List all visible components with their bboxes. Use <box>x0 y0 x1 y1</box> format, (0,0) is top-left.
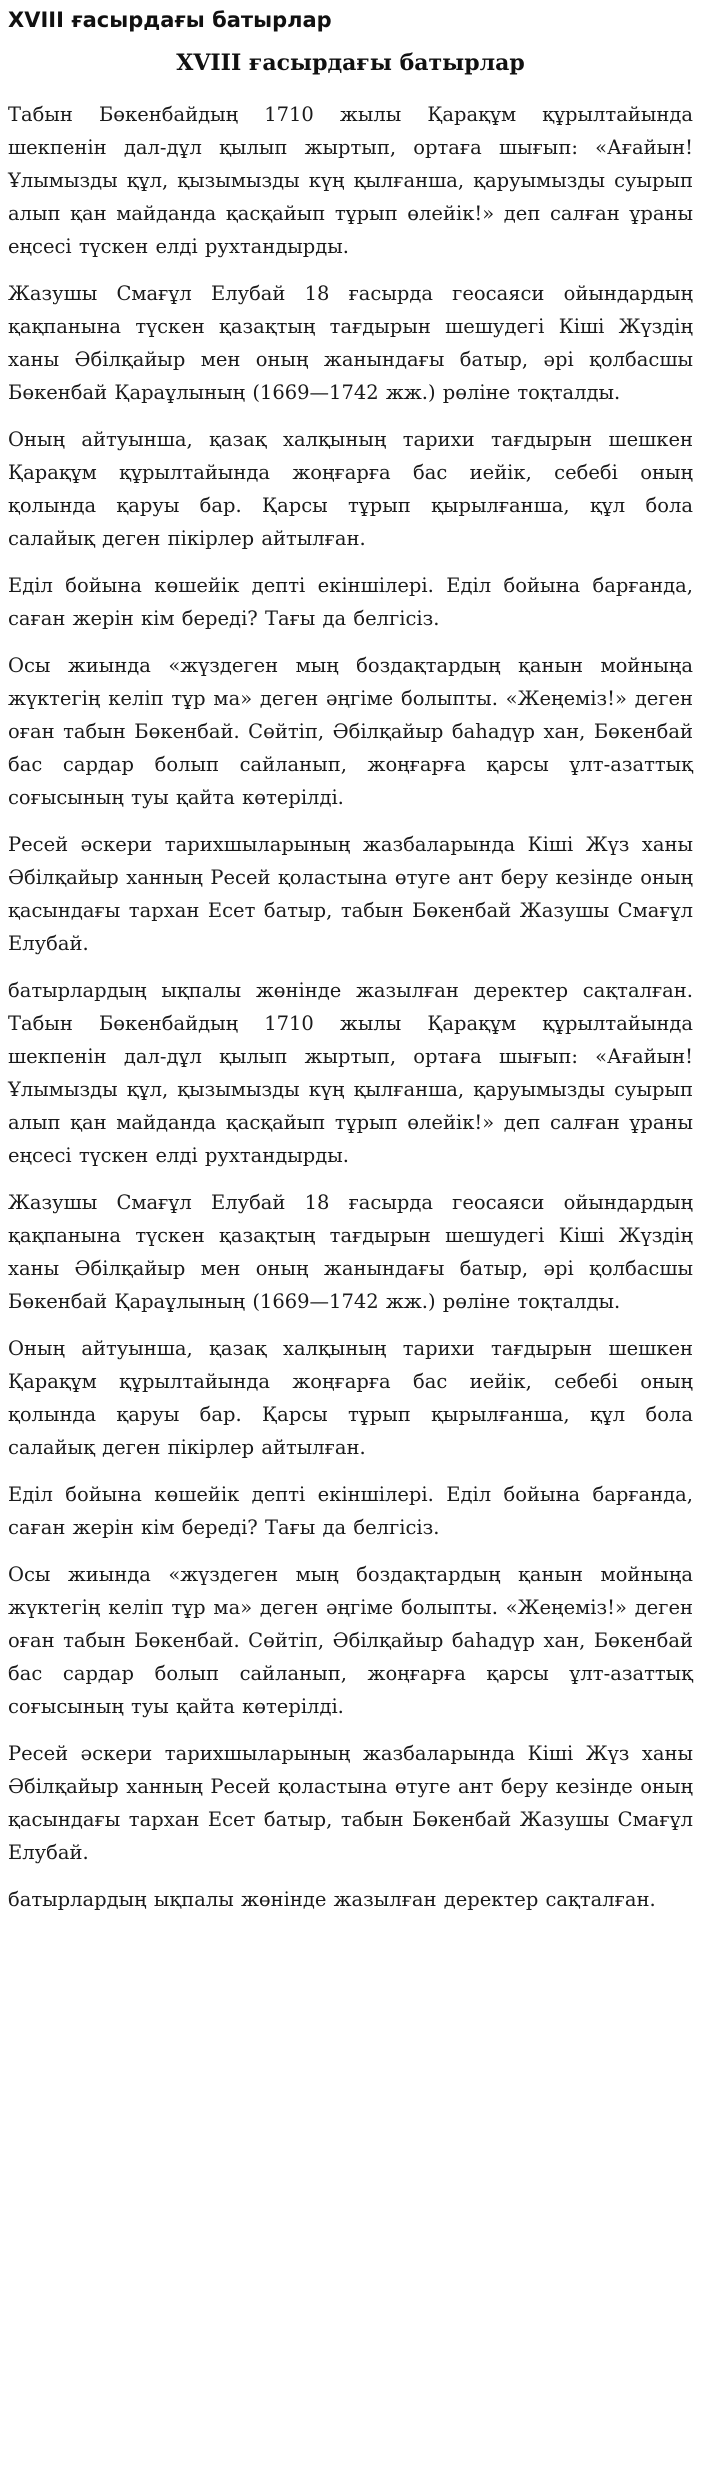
paragraph: Ресей әскери тарихшыларының жазбаларында Кіші Жүз ханы Әбілқайыр ханның Ресей қоластына өтуге ант беру кезінде оның қасындағы тархан Есет батыр, табын Бөкенбай Жазушы Смағұл Елубай. <box>8 1742 693 1864</box>
paragraph: Осы жиында «жүздеген мың боздақтардың қанын мойныңа жүктегің келіп тұр ма» деген әңгіме болыпты. «Жеңеміз!» деген оған табын Бөкенбай. Сөйтіп, Әбілқайыр баһадүр хан, Бөкенбай бас сардар болып сайланып, жоңғарға қарсы ұлт-азаттық соғысының туы қайта көтерілді. <box>8 654 693 809</box>
paragraph: Ресей әскери тарихшыларының жазбаларында Кіші Жүз ханы Әбілқайыр ханның Ресей қоластына өтуге ант беру кезінде оның қасындағы тархан Есет батыр, табын Бөкенбай Жазушы Смағұл Елубай. <box>8 833 693 955</box>
paragraph: батырлардың ықпалы жөнінде жазылған деректер сақталған. Табын Бөкенбайдың 1710 жылы Қарақұм құрылтайында шекпенін дал-дұл қылып жыртып, ортаға шығып: «Ағайын! Ұлымызды құл, қызымызды күң қылғанша, қаруымызды суырып алып қан майданда қасқайып тұрып өлейік!» деп салған ұраны еңсесі түскен елді рухтандырды. <box>8 979 693 1167</box>
paragraph: Жазушы Смағұл Елубай 18 ғасырда геосаяси ойындардың қақпанына түскен қазақтың тағдырын шешудегі Кіші Жүздің ханы Әбілқайыр мен оның жанындағы батыр, әрі қолбасшы Бөкенбай Қараұлының (1669—1742 жж.) рөліне тоқталды. <box>8 1191 693 1313</box>
document-label: XVIII ғасырдағы батырлар <box>8 8 332 32</box>
paragraph: Оның айтуынша, қазақ халқының тарихи тағдырын шешкен Қарақұм құрылтайында жоңғарға бас иейік, себебі оның қолында қаруы бар. Қарсы тұрып қырылғанша, құл бола салайық деген пікірлер айтылған. <box>8 428 693 550</box>
paragraph: Оның айтуынша, қазақ халқының тарихи тағдырын шешкен Қарақұм құрылтайында жоңғарға бас иейік, себебі оның қолында қаруы бар. Қарсы тұрып қырылғанша, құл бола салайық деген пікірлер айтылған. <box>8 1337 693 1459</box>
paragraph: Табын Бөкенбайдың 1710 жылы Қарақұм құрылтайында шекпенін дал-дұл қылып жыртып, ортаға шығып: «Ағайын! Ұлымызды құл, қызымызды күң қылғанша, қаруымызды суырып алып қан майданда қасқайып тұрып өлейік!» деп салған ұраны еңсесі түскен елді рухтандырды. <box>8 103 693 258</box>
paragraph: Еділ бойына көшейік депті екіншілері. Еділ бойына барғанда, саған жерін кім береді? Тағы да белгісіз. <box>8 1483 693 1539</box>
document-title: XVIII ғасырдағы батырлар <box>176 50 525 76</box>
document-page <box>0 6 701 1916</box>
paragraph: Жазушы Смағұл Елубай 18 ғасырда геосаяси ойындардың қақпанына түскен қазақтың тағдырын шешудегі Кіші Жүздің ханы Әбілқайыр мен оның жанындағы батыр, әрі қолбасшы Бөкенбай Қараұлының (1669—1742 жж.) рөліне тоқталды. <box>8 282 693 404</box>
paragraph: Осы жиында «жүздеген мың боздақтардың қанын мойныңа жүктегің келіп тұр ма» деген әңгіме болыпты. «Жеңеміз!» деген оған табын Бөкенбай. Сөйтіп, Әбілқайыр баһадүр хан, Бөкенбай бас сардар болып сайланып, жоңғарға қарсы ұлт-азаттық соғысының туы қайта көтерілді. <box>8 1563 693 1718</box>
paragraph: Еділ бойына көшейік депті екіншілері. Еділ бойына барғанда, саған жерін кім береді? Тағы да белгісіз. <box>8 574 693 630</box>
paragraph: батырлардың ықпалы жөнінде жазылған деректер сақталған. <box>8 1888 656 1911</box>
